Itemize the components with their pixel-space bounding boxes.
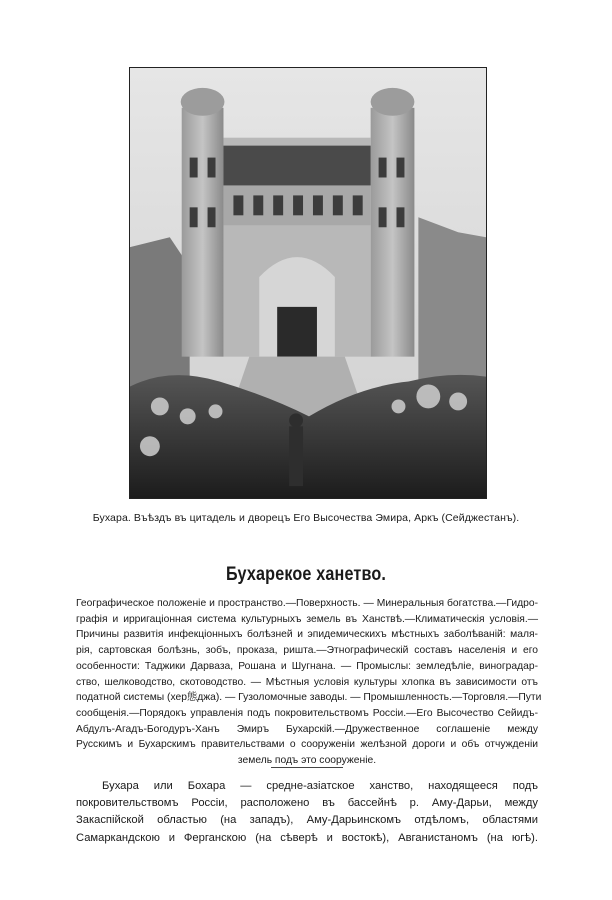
summary-line: Причины развитія инфекціонныхъ болѣзней и эпидемическихъ мѣстныхъ заболѣваній: маля- <box>76 629 538 641</box>
chapter-title: Бухарекое ханетво. <box>225 564 387 585</box>
citadel-gate-photo <box>129 67 487 499</box>
summary-line: особенности: Таджики Дарваза, Рошана и Шугнана. — Промыслы: земледѣліе, виноградар- <box>76 660 538 672</box>
body-line: покровительствомъ Россіи, расположено въ бассейнѣ р. Аму-Дарьи, между <box>76 797 538 810</box>
body-line: Закаспійской областью (на западъ), Аму-Дарьинскомъ отдѣломъ, областями <box>76 814 538 827</box>
summary-line: рія, сартовская болѣзнь, зобъ, проказа, ришта.—Этнографическій составъ населенія и его <box>76 645 538 657</box>
summary-line: ство, шелководство, скотоводство. — Мѣстныя условія культуры хлопка въ зависимости отъ <box>76 676 538 688</box>
chapter-summary <box>76 596 542 769</box>
section-divider <box>271 767 343 768</box>
body-paragraph <box>76 778 538 847</box>
summary-line: земель подъ это сооруженіе. <box>237 755 377 767</box>
body-line: Бухара или Бохара — средне-азіатское ханство, находящееся подъ <box>102 780 538 792</box>
summary-line: податной системы (хер態джа). — Гузоломочные заводы. — Промышленность.—Торговля.—Пути <box>76 692 542 704</box>
summary-line: графія и ирригаціонная система культурныхъ земель въ Ханствѣ.—Климатическія условія.— <box>76 613 538 625</box>
summary-line: Абдулъ-Агадъ-Богодуръ-Ханъ Эмиръ Бухарскій.—Дружественное соглашеніе между <box>76 723 538 735</box>
summary-line: сообщенія.—Порядокъ управленія подъ покровительствомъ Россіи.—Его Высочество Сейидъ- <box>76 707 538 719</box>
photo-caption: Бухара. Въѣздъ въ цитадель и дворецъ Его Высочества Эмира, Аркъ (Сейджестанъ). <box>92 512 520 524</box>
body-line: Самаркандскою и Ферганскою (на сѣверѣ и востокѣ), Авганистаномъ (на югѣ). <box>76 831 538 844</box>
summary-line: Русскимъ и Бухарскимъ правительствами о сооруженіи желѣзной дороги и объ отчужденіи <box>76 739 538 751</box>
summary-line: Географическое положеніе и пространство.—Поверхность. — Минеральныя богатства.—Гидро- <box>76 598 538 609</box>
photo-illustration <box>130 68 486 498</box>
